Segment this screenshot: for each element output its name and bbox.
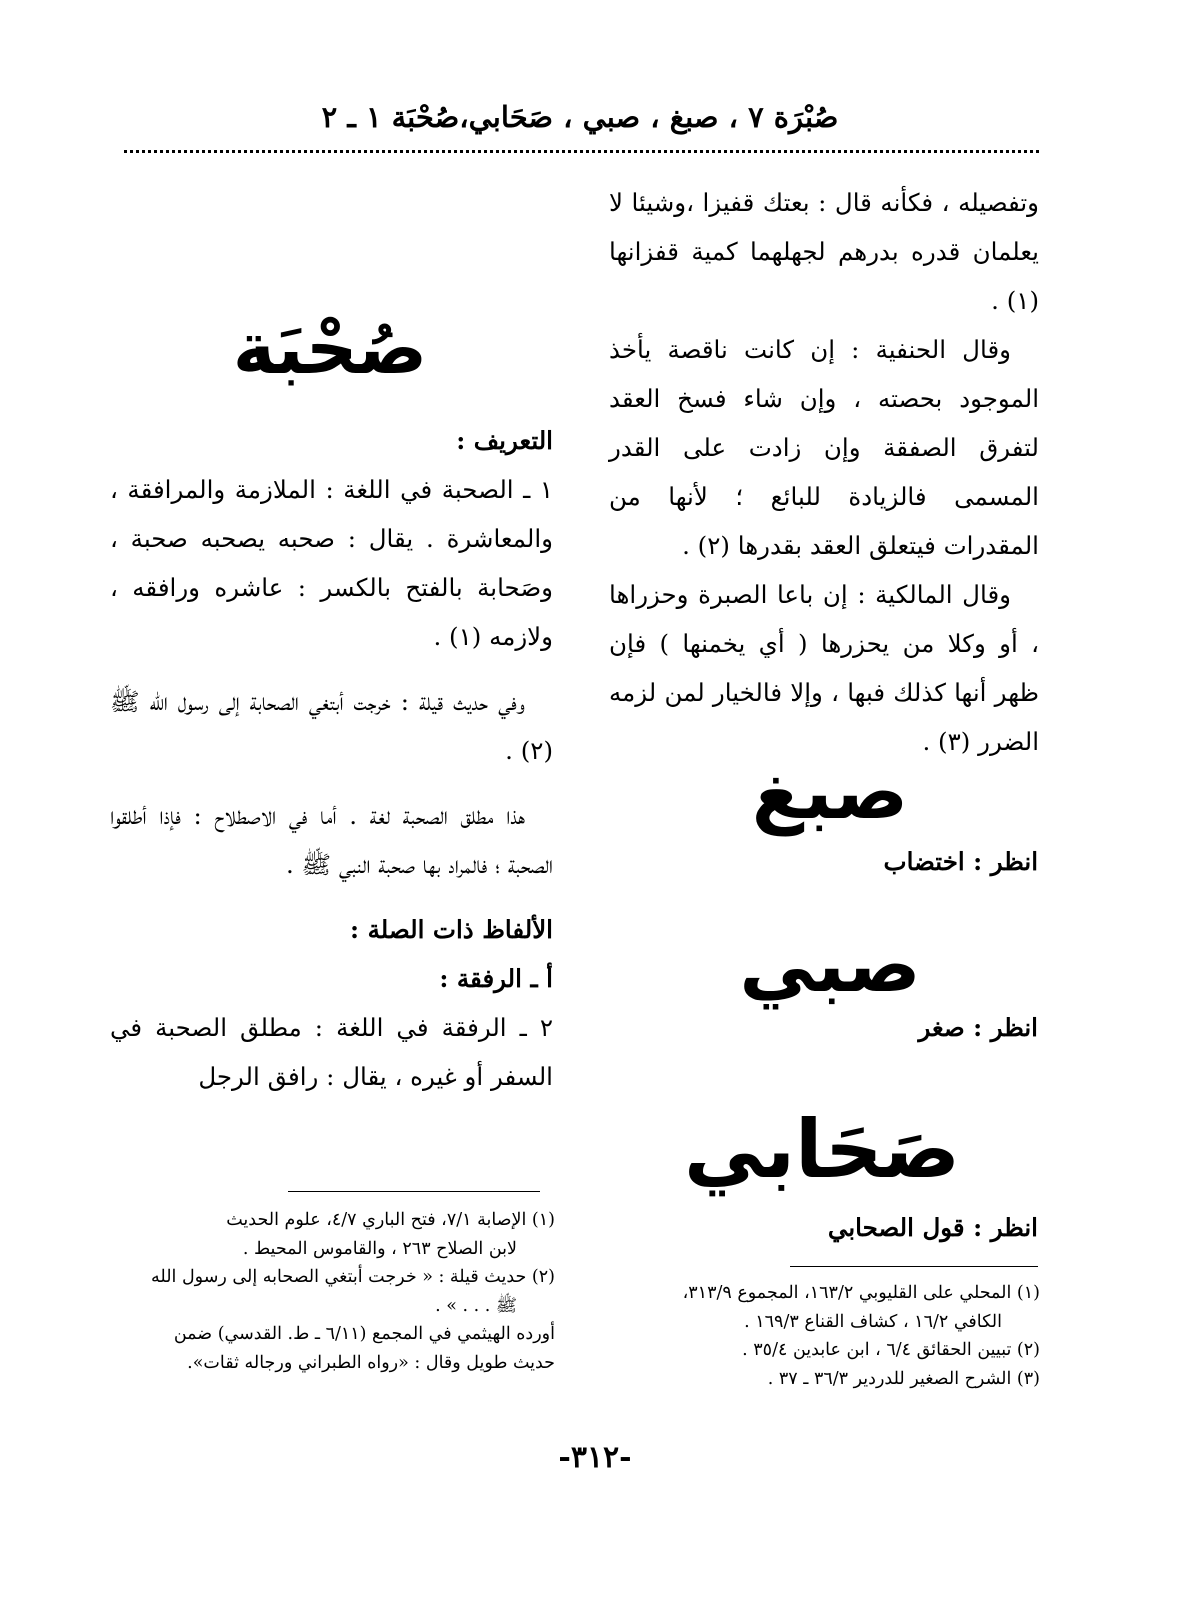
see-reference-sabagh: انظر : اختضاب bbox=[883, 847, 1038, 876]
entry-title-sahabi: صَحَابي bbox=[684, 1103, 960, 1196]
footnote-divider-right bbox=[790, 1266, 1038, 1267]
footnote-line: (٣) الشرح الصغير للدردير ٣٦/٣ ـ ٣٧ . bbox=[767, 1368, 1040, 1389]
right-column bbox=[609, 178, 1039, 766]
footnote-divider-left bbox=[288, 1191, 540, 1192]
footnote-line: الكافي ١٦/٢ ، كشاف القناع ١٦٩/٣ . bbox=[744, 1311, 1002, 1332]
left-column bbox=[110, 416, 553, 1101]
footnote-line: (١) المحلي على القليوبي ١٦٣/٢، المجموع ٣١٣/٩، bbox=[682, 1283, 1040, 1303]
definition-heading: التعريف : bbox=[456, 426, 553, 455]
see-reference-sabi: انظر : صغر bbox=[918, 1013, 1038, 1042]
rifqa-subheading: أ ـ الرفقة : bbox=[439, 964, 553, 993]
footnote-line: (١) الإصابة ٧/١، فتح الباري ٤/٧، علوم الحديث bbox=[226, 1210, 555, 1230]
footnotes-right bbox=[570, 1279, 1040, 1393]
footnote-line: (٢) حديث قيلة : « خرجت أبتغي الصحابه إلى رسول الله bbox=[151, 1267, 555, 1287]
footnote-line: لابن الصلاح ٢٦٣ ، والقاموس المحيط . bbox=[242, 1238, 517, 1259]
entry-title-sabagh: صبغ bbox=[751, 747, 909, 836]
sabra-paragraph-3: وقال المالكية : إن باعا الصبرة وحزراها ، أو وكلا من يحزرها ( أي يخمنها ) فإن ظهر أنها كذلك فبها ، وإلا فالخيار لمن لزمه الضرر (٣) . bbox=[609, 580, 1039, 756]
footnote-line: حديث طويل وقال : «رواه الطبراني ورجاله ثقات». bbox=[187, 1352, 555, 1373]
footnotes-left bbox=[110, 1206, 555, 1377]
page-number: -٣١٢- bbox=[558, 1440, 632, 1475]
subha-paragraph-2: وفي حديث قيلة : خرجت أبتغي الصحابة إلى رسول الله ﷺ (٢) . bbox=[110, 687, 553, 765]
rifqa-paragraph: ٢ ـ الرفقة في اللغة : مطلق الصحبة في السفر أو غيره ، يقال : رافق الرجل bbox=[110, 1013, 553, 1091]
subha-paragraph-3: هذا مطلق الصحبة لغة . أما في الاصطلاح : فإذا أطلقوا الصحبة ؛ فالمراد بها صحبة النبي ﷺ . bbox=[110, 801, 553, 879]
subha-paragraph-1: ١ ـ الصحبة في اللغة : الملازمة والمرافقة ، والمعاشرة . يقال : صحبه يصحبه صحبة ، وصَحابة بالفتح بالكسر : عاشره ورافقه ، ولازمه (١) . bbox=[110, 475, 553, 651]
footnote-line: أورده الهيثمي في المجمع (٦/١١ ـ ط. القدسي) ضمن bbox=[173, 1324, 555, 1344]
footnote-line: ﷺ . . . » . bbox=[435, 1295, 517, 1316]
header-divider bbox=[124, 150, 1039, 153]
sabra-paragraph-2: وقال الحنفية : إن كانت ناقصة يأخذ الموجود بحصته ، وإن شاء فسخ العقد لتفرق الصفقة وإن زادت على القدر المسمى فالزيادة للبائع ؛ لأنها من المقدرات فيتعلق العقد بقدرها (٢) . bbox=[609, 335, 1039, 560]
entry-title-subha: صُحْبَة bbox=[232, 306, 428, 390]
sabra-paragraph-1: وتفصيله ، فكأنه قال : بعتك قفيزا ،وشيئا لا يعلمان قدره بدرهم لجهلهما كمية قفزانها (١) . bbox=[609, 188, 1039, 315]
running-header: صُبْرَة ٧ ، صبغ ، صبي ، صَحَابي،صُحْبَة ١ ـ ٢ bbox=[321, 100, 839, 134]
footnote-line: (٢) تبيين الحقائق ٦/٤ ، ابن عابدين ٣٥/٤ . bbox=[742, 1340, 1040, 1360]
related-terms-heading: الألفاظ ذات الصلة : bbox=[350, 915, 553, 944]
see-reference-sahabi: انظر : قول الصحابي bbox=[827, 1213, 1038, 1242]
entry-title-sabi: صبي bbox=[739, 920, 921, 1009]
